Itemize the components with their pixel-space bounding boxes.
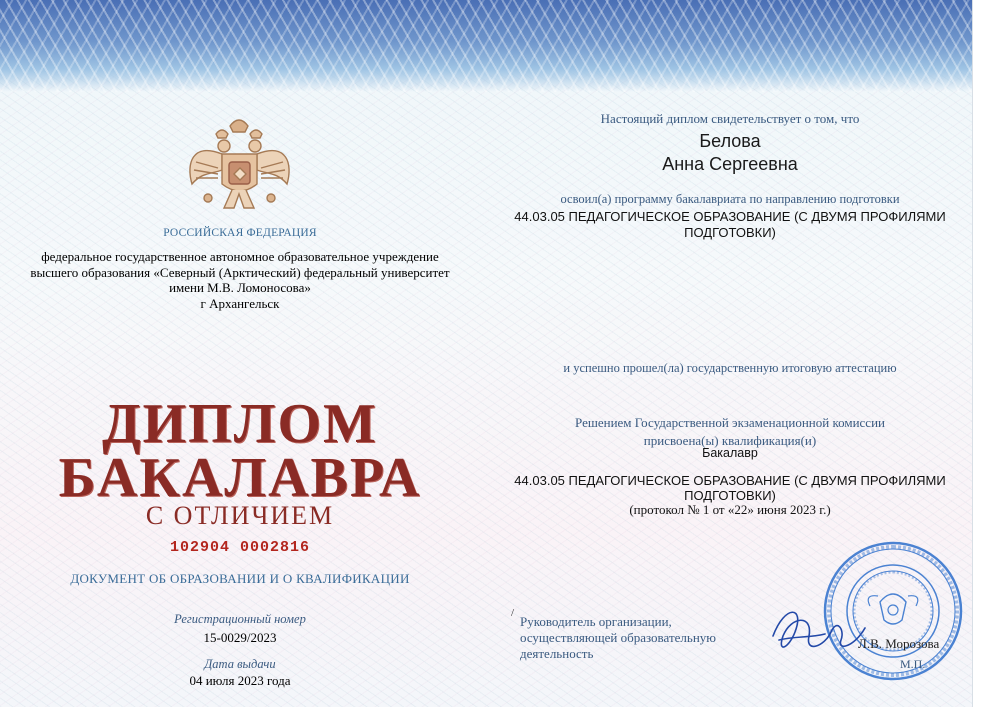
program-line: ПОДГОТОВКИ) (684, 488, 776, 503)
decision-line: Решением Государственной экзаменационной комиссии (575, 415, 885, 430)
organization-city: г Архангельск (200, 295, 280, 311)
issue-date-value: 04 июля 2023 года (189, 673, 291, 688)
program-line: 44.03.05 ПЕДАГОГИЧЕСКОЕ ОБРАЗОВАНИЕ (С ДВУМЯ ПРОФИЛЯМИ (514, 473, 946, 488)
head-line: деятельность (520, 646, 594, 661)
program-line: 44.03.05 ПЕДАГОГИЧЕСКОЕ ОБРАЗОВАНИЕ (С ДВУМЯ ПРОФИЛЯМИ (514, 209, 946, 224)
signatory-name: Л.В. Морозова (858, 636, 940, 651)
commission-decision (490, 414, 970, 450)
diploma-title-line2: БАКАЛАВРА (58, 447, 422, 509)
head-line: Руководитель организации, (520, 614, 672, 629)
honors-label: С ОТЛИЧИЕМ (145, 501, 335, 530)
coat-of-arms-icon (182, 112, 297, 222)
serial-number: 102904 0002816 (169, 539, 311, 556)
registration-number: 15-0029/2023 (203, 630, 277, 645)
signature-icon (765, 596, 875, 666)
holder-given-names: Анна Сергеевна (662, 154, 798, 174)
organization-line: высшего образования «Северный (Арктический) федеральный университет (30, 264, 450, 280)
qualification-program (500, 473, 960, 503)
holder-surname: Белова (699, 131, 761, 151)
protocol-reference: (протокол № 1 от «22» июня 2023 г.) (629, 502, 831, 517)
document-type-line: ДОКУМЕНТ ОБ ОБРАЗОВАНИИ И О КВАЛИФИКАЦИИ (70, 571, 410, 586)
program-line: ПОДГОТОВКИ) (684, 225, 776, 240)
diploma-title-line1: ДИПЛОМ (102, 393, 378, 455)
head-of-organization-label (520, 614, 750, 662)
attestation-text: и успешно прошел(ла) государственную итоговую аттестацию (563, 361, 897, 375)
registration-label: Регистрационный номер (174, 612, 306, 626)
intro-text: Настоящий диплом свидетельствует о том, что (600, 111, 860, 126)
head-line: осуществляющей образовательную (520, 630, 716, 645)
organization-line: федеральное государственное автономное образовательное учреждение (41, 249, 439, 264)
decision-line: присвоена(ы) квалификация(и) (643, 433, 817, 448)
organization-line: имени М.В. Ломоносова» (169, 280, 311, 295)
stamp-place-label: М.П. (900, 657, 926, 671)
organization-name (20, 249, 460, 311)
issue-date-label: Дата выдачи (204, 657, 276, 671)
country-label: РОССИЙСКАЯ ФЕДЕРАЦИЯ (163, 227, 317, 239)
qualification: Бакалавр (702, 446, 758, 460)
program-intro: освоил(а) программу бакалавриата по направлению подготовки (560, 192, 900, 206)
decorative-top-band (0, 0, 972, 92)
program-name (500, 209, 960, 241)
mark-tick: / (511, 607, 515, 619)
